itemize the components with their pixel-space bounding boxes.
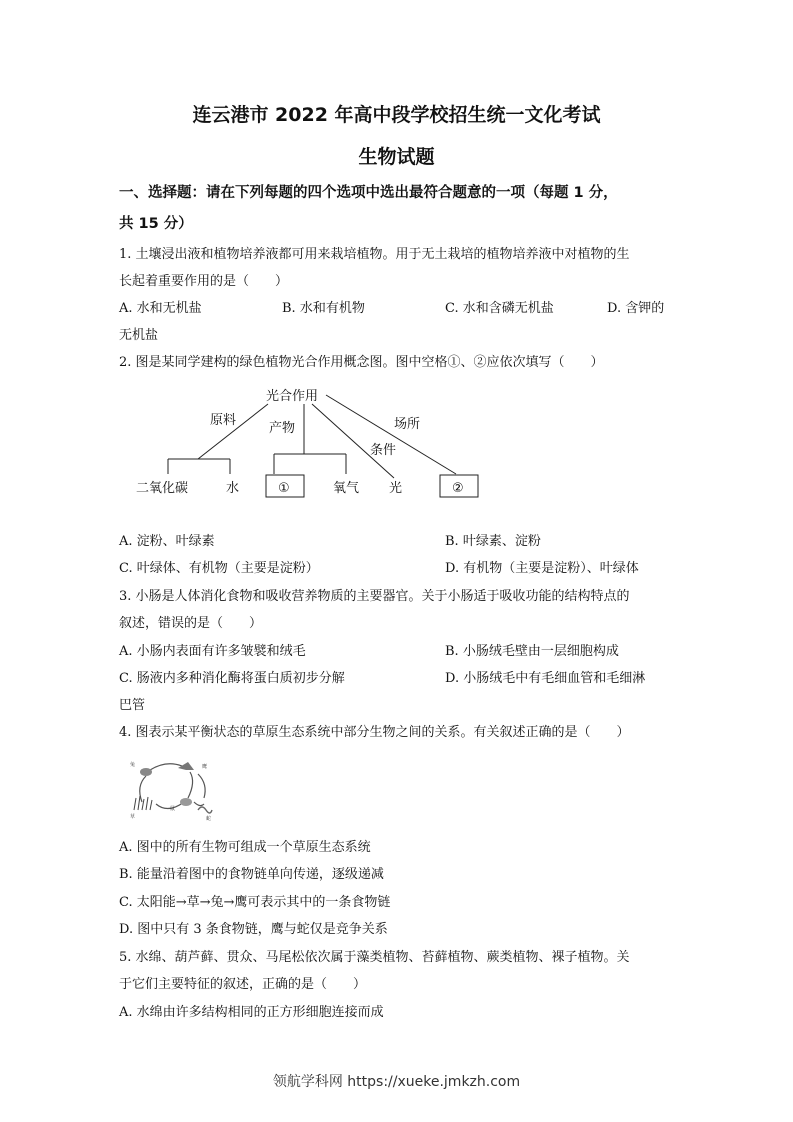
q2-option-d: D. 有机物（主要是淀粉）、叶绿体	[445, 561, 639, 576]
q1-option-a: A. 水和无机盐	[119, 301, 202, 316]
diagram-oxygen: 氧气	[333, 481, 360, 496]
q5-stem: 5. 水绵、葫芦藓、贯众、马尾松依次属于藻类植物、苔藓植物、蕨类植物、裸子植物。关	[119, 950, 630, 965]
q5-option-a: A. 水绵由许多结构相同的正方形细胞连接而成	[119, 1005, 384, 1020]
arrow-snake-eagle	[198, 774, 205, 798]
q4-stem: 4. 图表示某平衡状态的草原生态系统中部分生物之间的关系。有关叙述正确的是（ ）	[119, 725, 630, 740]
diagram-condition-label: 条件	[370, 443, 397, 458]
food-web-figure	[128, 758, 214, 822]
grass-icon	[134, 796, 152, 810]
label-mouse: 鼠	[170, 806, 176, 812]
q3-option-c: C. 肠液内多种消化酶将蛋白质初步分解	[119, 671, 345, 686]
arrow-grass-rabbit	[140, 776, 146, 802]
diagram-product-label: 产物	[269, 421, 296, 436]
diagram-water: 水	[226, 481, 240, 496]
q3-option-b: B. 小肠绒毛壁由一层细胞构成	[445, 644, 619, 659]
section-heading-cont: 共 15 分）	[119, 216, 193, 232]
diagram-blank-1: ①	[278, 481, 290, 496]
diagram-light: 光	[389, 481, 403, 496]
q4-option-c: C. 太阳能→草→兔→鹰可表示其中的一条食物链	[119, 895, 391, 910]
q1-option-d: D. 含钾的	[607, 301, 665, 316]
q3-stem: 3. 小肠是人体消化食物和吸收营养物质的主要器官。关于小肠适于吸收功能的结构特点的	[119, 589, 630, 604]
arrow-rabbit-eagle	[150, 764, 182, 770]
footer-watermark: 领航学科网 https://xueke.jmkzh.com	[272, 1074, 521, 1090]
label-rabbit: 兔	[130, 762, 136, 768]
snake-icon	[198, 807, 212, 813]
q1-stem: 1. 土壤浸出液和植物培养液都可用来栽培植物。用于无土栽培的植物培养液中对植物的生	[119, 247, 630, 262]
q1-option-b: B. 水和有机物	[282, 301, 365, 316]
rabbit-icon	[140, 768, 152, 776]
q5-stem-cont: 于它们主要特征的叙述，正确的是（ ）	[119, 977, 367, 992]
q3-option-a: A. 小肠内表面有许多皱襞和绒毛	[119, 644, 306, 659]
q2-option-c: C. 叶绿体、有机物（主要是淀粉）	[119, 561, 319, 576]
exam-subtitle: 生物试题	[358, 146, 435, 168]
q1-option-c: C. 水和含磷无机盐	[445, 301, 554, 316]
diagram-raw-label: 原料	[210, 413, 237, 428]
label-grass: 草	[130, 814, 136, 820]
label-snake: 蛇	[206, 816, 212, 822]
exam-title: 连云港市 2022 年高中段学校招生统一文化考试	[192, 104, 601, 126]
mouse-icon	[180, 798, 192, 806]
edge-condition	[312, 404, 397, 478]
diagram-root: 光合作用	[266, 389, 319, 404]
section-heading: 一、选择题：请在下列每题的四个选项中选出最符合题意的一项（每题 1 分，	[119, 185, 618, 201]
q3-option-d: D. 小肠绒毛中有毛细血管和毛细淋	[445, 671, 646, 686]
q3-option-d-cont: 巴管	[119, 698, 146, 713]
q4-option-d: D. 图中只有 3 条食物链，鹰与蛇仅是竞争关系	[119, 922, 388, 937]
q2-stem: 2. 图是某同学建构的绿色植物光合作用概念图。图中空格①、②应依次填写（ ）	[119, 355, 604, 370]
arrow-mouse-snake	[194, 802, 204, 806]
q1-option-d-cont: 无机盐	[119, 328, 159, 343]
q4-option-b: B. 能量沿着图中的食物链单向传递，逐级递减	[119, 867, 384, 882]
q4-option-a: A. 图中的所有生物可组成一个草原生态系统	[119, 840, 371, 855]
q3-stem-cont: 叙述，错误的是（ ）	[119, 616, 263, 631]
diagram-place-label: 场所	[394, 417, 421, 432]
diagram-blank-2: ②	[452, 481, 464, 496]
photosynthesis-concept-diagram	[120, 380, 500, 505]
diagram-co2: 二氧化碳	[136, 481, 189, 496]
label-eagle: 鹰	[202, 764, 208, 770]
arrow-mouse-eagle	[188, 772, 193, 798]
q2-option-a: A. 淀粉、叶绿素	[119, 534, 215, 549]
q2-option-b: B. 叶绿素、淀粉	[445, 534, 541, 549]
q1-stem-cont: 长起着重要作用的是（ ）	[119, 274, 289, 289]
